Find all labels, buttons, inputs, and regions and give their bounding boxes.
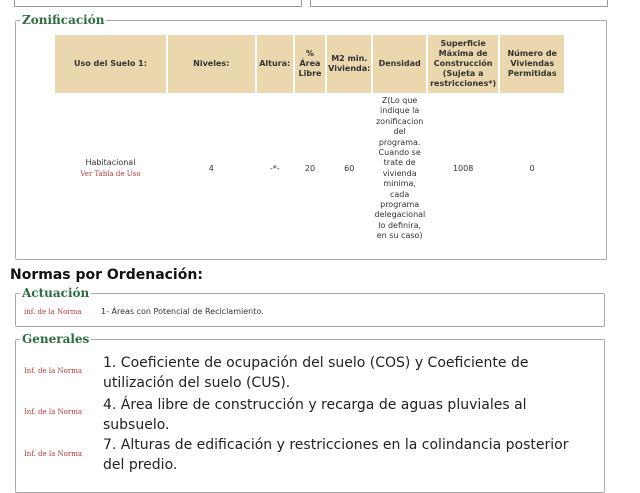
- header-altura: Altura:: [257, 35, 293, 93]
- header-numero-viviendas: Número de Viviendas Permitidas: [500, 35, 564, 93]
- generales-item-2: 4. Área libre de construcción y recarga de aguas pluviales al subsuelo.: [103, 397, 527, 433]
- actuacion-norma-link[interactable]: inf. de la Norma: [24, 308, 82, 316]
- header-superficie-maxima: Superficie Máxima de Construcción (Sujeta a restricciones*): [428, 35, 499, 93]
- uso-value: Habitacional: [85, 158, 136, 168]
- generales-item-1: 1. Coeficiente de ocupación del suelo (COS) y Coeficiente de utilización del suelo (CUS).: [103, 355, 529, 391]
- ver-tabla-uso-link[interactable]: Ver Tabla de Uso: [80, 169, 141, 178]
- cell-viviendas: 0: [529, 163, 535, 173]
- generales-legend: Generales: [22, 332, 90, 346]
- cell-densidad: Z(Lo que indique la zonificacion del programa. Cuando se trate de vivienda minima, cada programa delegacional lo definira, en su caso): [374, 96, 426, 241]
- cell-area-libre: 20: [304, 163, 316, 173]
- actuacion-legend: Actuación: [22, 286, 90, 300]
- generales-norma-link-1[interactable]: Inf. de la Norma: [24, 367, 83, 375]
- cell-m2-min: 60: [344, 163, 355, 173]
- table-header-row: [55, 35, 564, 93]
- normas-ordenacion-title: Normas por Ordenación:: [10, 267, 203, 283]
- top-right-panel: [310, 0, 608, 7]
- generales-norma-link-3[interactable]: Inf. de la Norma: [24, 450, 83, 458]
- generales-item-3: 7. Alturas de edificación y restricciones en la colindancia posterior del predio.: [103, 437, 569, 473]
- top-left-panel: [14, 0, 302, 7]
- zonificacion-table: [53, 35, 566, 242]
- header-densidad: Densidad: [373, 35, 425, 93]
- cell-superficie: 1008: [452, 163, 474, 173]
- header-uso-suelo: Uso del Suelo 1:: [55, 35, 166, 93]
- cell-uso: [55, 93, 166, 242]
- generales-norma-link-2[interactable]: Inf. de la Norma: [24, 408, 83, 416]
- header-area-libre: % Área Libre: [295, 35, 325, 93]
- table-row: [55, 93, 564, 242]
- zonificacion-legend: Zonificación: [22, 13, 105, 27]
- actuacion-text: 1- Áreas con Potencial de Reciclamiento.: [101, 307, 264, 316]
- header-m2-vivienda: M2 min. Vivienda:: [327, 35, 371, 93]
- cell-niveles: 4: [208, 163, 214, 173]
- cell-altura: -*-: [269, 163, 280, 173]
- header-niveles: Niveles:: [168, 35, 255, 93]
